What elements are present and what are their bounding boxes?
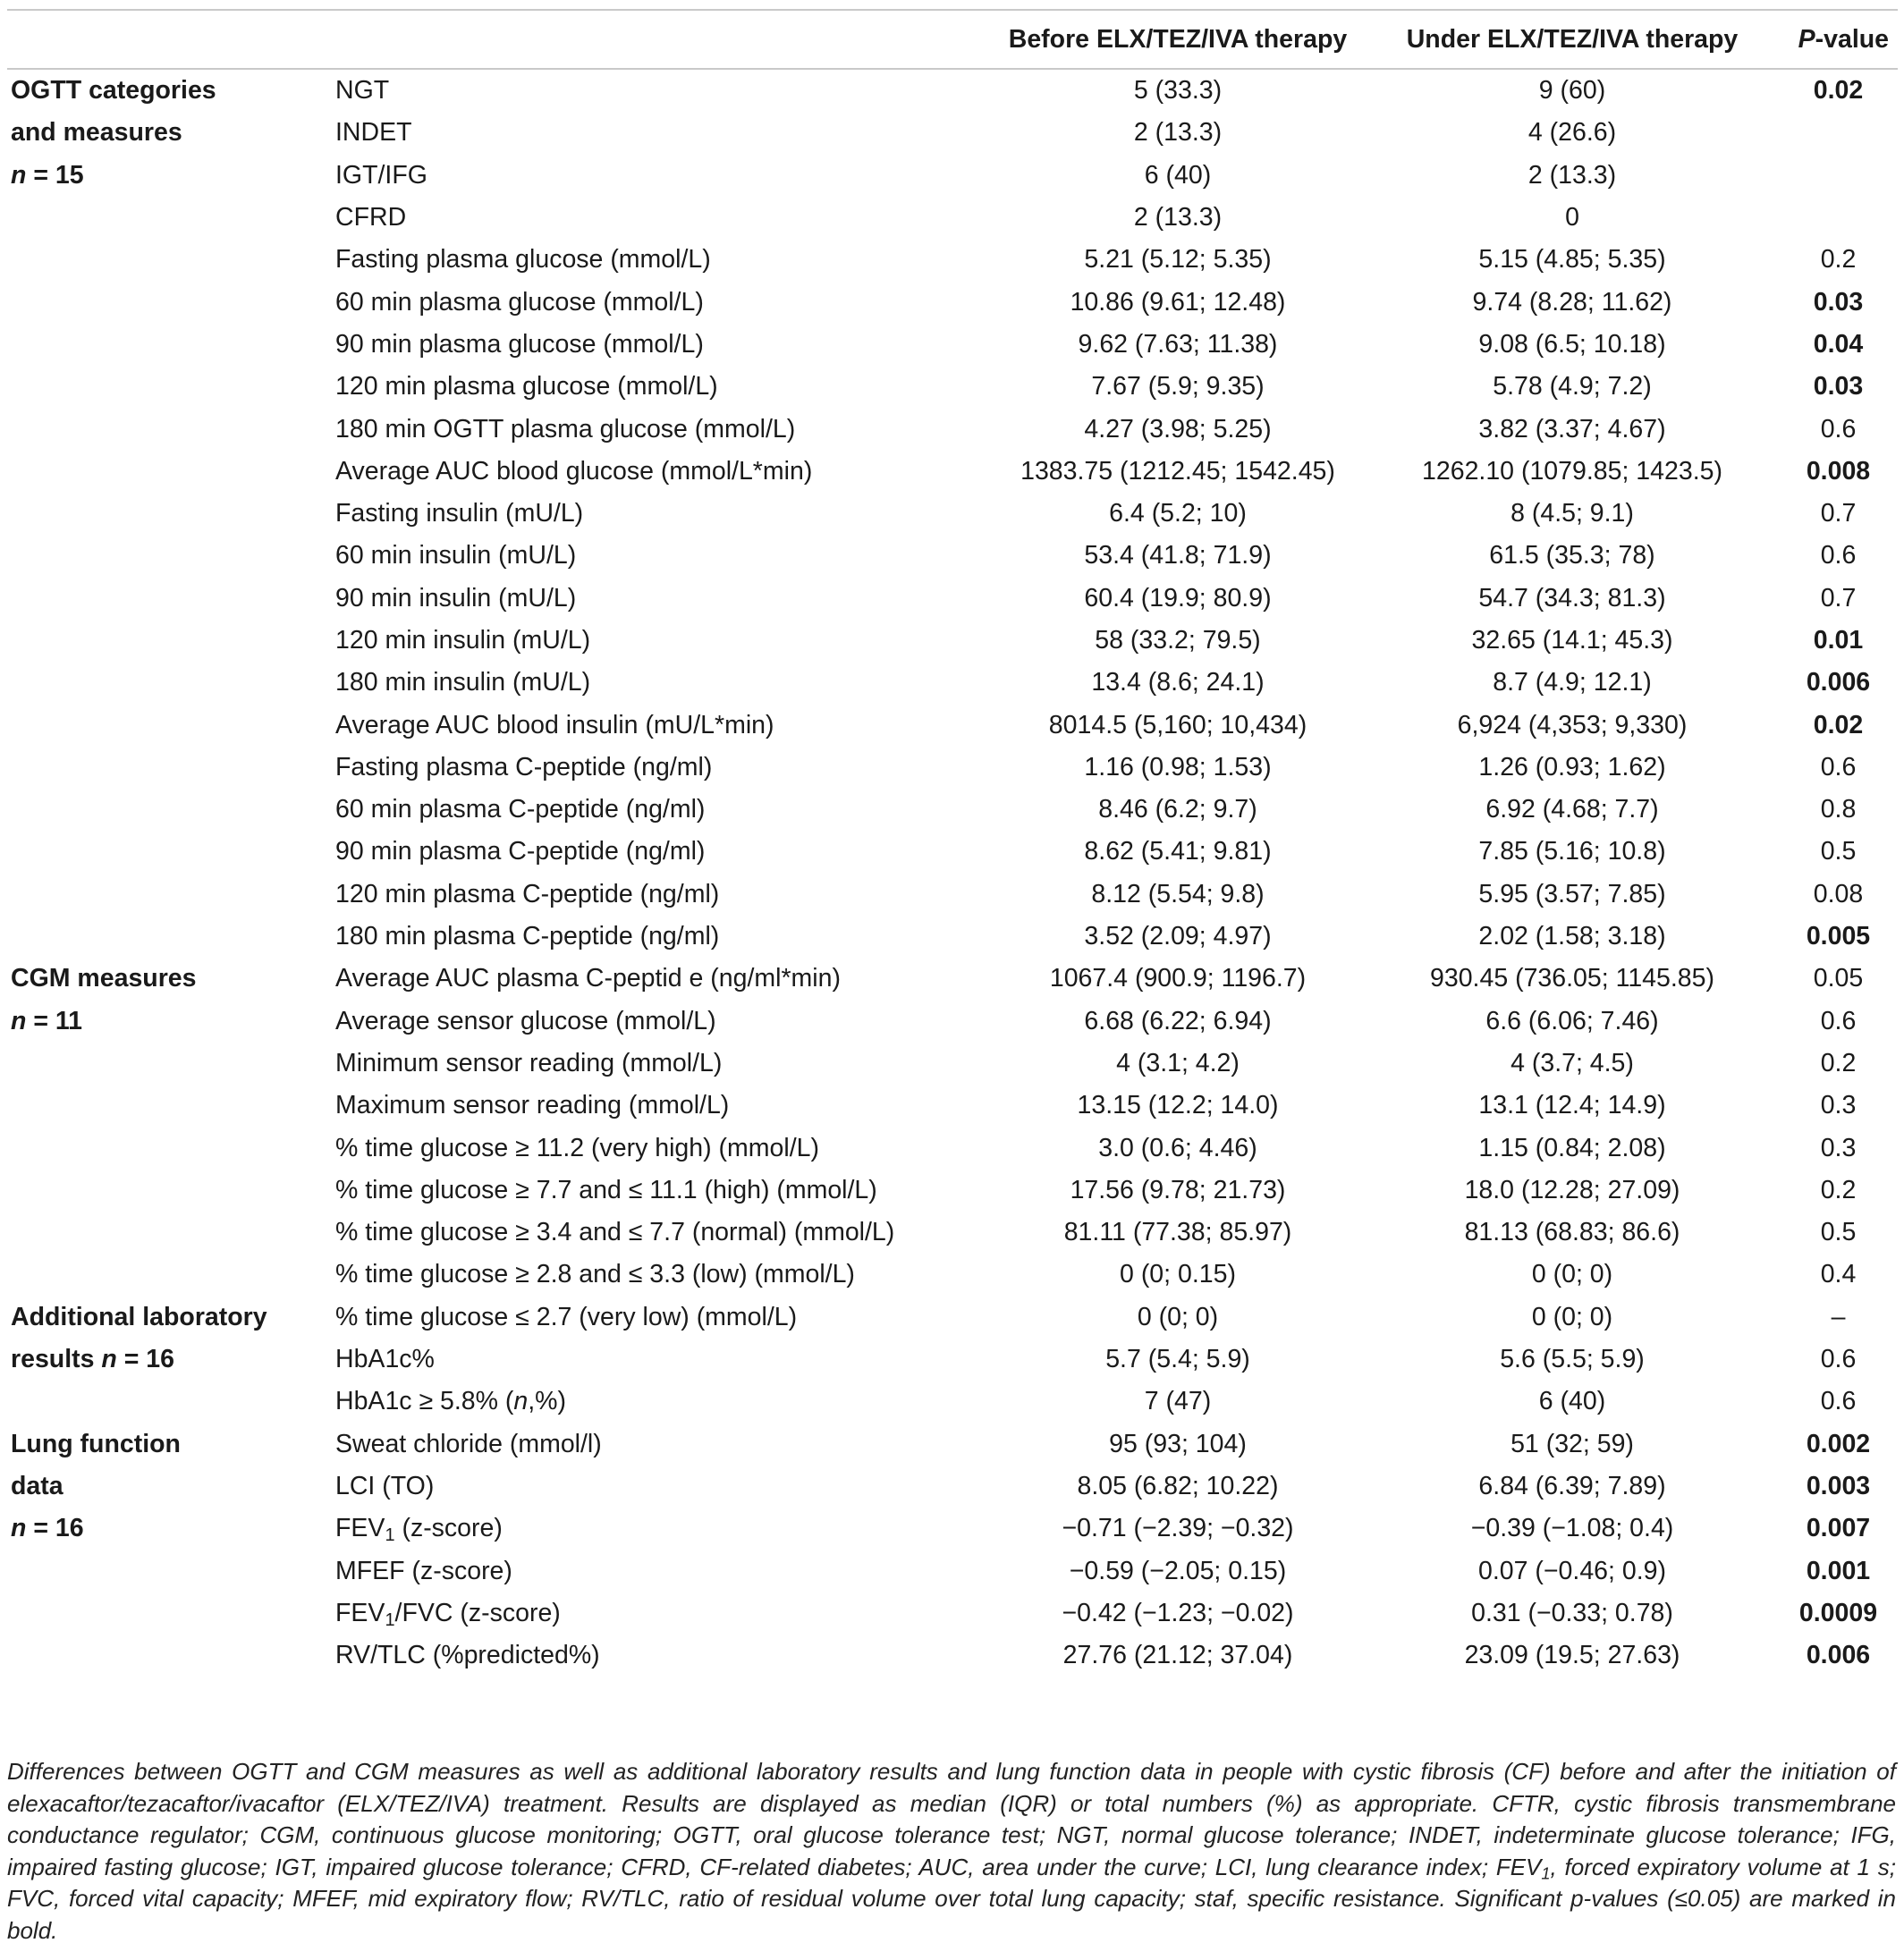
measure-cell: 120 min plasma C-peptide (ng/ml): [335, 879, 720, 908]
before-value: 7 (47): [1144, 1387, 1212, 1416]
table-row: [7, 69, 1898, 112]
under-value: 18.0 (12.28; 27.09): [1464, 1175, 1680, 1204]
under-value: 8.7 (4.9; 12.1): [1493, 668, 1652, 697]
before-value: 60.4 (19.9; 80.9): [1084, 583, 1272, 612]
p-value: –: [1831, 1302, 1846, 1331]
before-value: 6 (40): [1144, 160, 1212, 190]
p-value: 0.008: [1806, 456, 1871, 486]
before-value: 8014.5 (5,160; 10,434): [1048, 710, 1307, 739]
measure-cell: % time glucose ≥ 3.4 and ≤ 7.7 (normal) (mmol/L): [335, 1218, 895, 1247]
p-value: 0.02: [1813, 76, 1864, 106]
p-value: 0.6: [1820, 414, 1857, 444]
before-value: 17.56 (9.78; 21.73): [1070, 1175, 1286, 1204]
p-value: 0.6: [1820, 541, 1857, 570]
before-value: 7.67 (5.9; 9.35): [1091, 372, 1265, 401]
before-value: 2 (13.3): [1133, 118, 1223, 148]
measure-cell: LCI (TO): [335, 1471, 435, 1500]
before-value: 1067.4 (900.9; 1196.7): [1049, 964, 1307, 993]
under-value: 6.84 (6.39; 7.89): [1478, 1471, 1666, 1500]
p-value: 0.0009: [1798, 1598, 1878, 1627]
group-label-line: CGM measures: [11, 964, 197, 993]
p-value: 0.05: [1813, 964, 1864, 993]
before-value: 5.21 (5.12; 5.35): [1084, 245, 1272, 275]
table-body: [7, 69, 1898, 1677]
p-value: 0.03: [1813, 372, 1864, 401]
before-value: −0.59 (−2.05; 0.15): [1069, 1556, 1287, 1585]
under-value: 6 (40): [1538, 1387, 1606, 1416]
before-value: 6.68 (6.22; 6.94): [1084, 1006, 1272, 1035]
p-value: 0.7: [1820, 583, 1857, 612]
under-value: 54.7 (34.3; 81.3): [1478, 583, 1666, 612]
table-caption: Differences between OGTT and CGM measures as well as additional laboratory results and lung function data in people with cystic fibrosis (CF) before and after the initiation of elexacaftor/tezacaftor/ivacaftor (ELX/TEZ/IVA) treatment. Results are displayed as median (IQR) or total numbers (%) as appropriate. CFTR, cystic fibrosis transmembrane conductance regulator; CGM, continuous glucose monitoring; OGTT, oral glucose tolerance test; NGT, normal glucose tolerance; INDET, indeterminate glucose tolerance; IFG, impaired fasting glucose; IGT, impaired glucose tolerance; CFRD, CF-related diabetes; AUC, area under the curve; LCI, lung clearance index; $FEV_1$, forced expiratory volume at 1 s; FVC, forced vital capacity; MFEF, mid expiratory flow; RV/TLC, ratio of residual volume over total lung capacity; staf, specific resistance. Significant p-values (≤0.05) are marked in bold.: [7, 1758, 1896, 1944]
under-value: 0.07 (−0.46; 0.9): [1478, 1556, 1666, 1585]
under-value: 61.5 (35.3; 78): [1489, 541, 1655, 570]
p-value: 0.2: [1820, 1175, 1857, 1204]
measure-cell: Average AUC plasma C-peptid e (ng/ml*min): [335, 964, 841, 993]
p-value: 0.08: [1813, 879, 1864, 908]
under-value: −0.39 (−1.08; 0.4): [1470, 1514, 1674, 1543]
measure-cell: Average sensor glucose (mmol/L): [335, 1006, 716, 1035]
p-value: 0.003: [1806, 1471, 1871, 1500]
under-value: 1.15 (0.84; 2.08): [1478, 1133, 1666, 1162]
before-value: 5 (33.3): [1133, 76, 1223, 106]
group-label-line: n = 15: [11, 160, 84, 190]
p-value: 0.2: [1820, 1048, 1857, 1077]
group-label-line: results n = 16: [11, 1344, 174, 1373]
before-value: 8.62 (5.41; 9.81): [1084, 837, 1272, 866]
table-row: [7, 958, 1898, 1000]
header-before: Before ELX/TEZ/IVA therapy: [990, 10, 1366, 69]
p-value: [1779, 112, 1898, 154]
header-blank: [331, 10, 990, 69]
under-value: 6.6 (6.06; 7.46): [1485, 1006, 1659, 1035]
p-value: 0.04: [1813, 329, 1864, 359]
p-value: 0.6: [1820, 1387, 1857, 1416]
measure-cell: 60 min plasma C-peptide (ng/ml): [335, 795, 706, 824]
under-value: 8 (4.5; 9.1): [1511, 499, 1634, 528]
measure-cell: Maximum sensor reading (mmol/L): [335, 1091, 730, 1120]
p-value: 0.6: [1820, 1006, 1857, 1035]
p-value: 0.005: [1806, 922, 1871, 951]
measure-cell: 60 min insulin (mU/L): [335, 541, 577, 570]
before-value: 58 (33.2; 79.5): [1095, 626, 1261, 655]
p-value: 0.5: [1820, 837, 1857, 866]
header-blank: [7, 10, 331, 69]
group-label-line: Additional laboratory: [11, 1302, 267, 1331]
p-value: 0.03: [1813, 287, 1864, 317]
under-value: 2 (13.3): [1527, 160, 1617, 190]
before-value: 8.46 (6.2; 9.7): [1098, 795, 1257, 824]
p-value: 0.01: [1813, 626, 1864, 655]
under-value: 5.15 (4.85; 5.35): [1478, 245, 1666, 275]
results-table: [7, 9, 1898, 1677]
under-value: 6.92 (4.68; 7.7): [1485, 795, 1659, 824]
measure-cell: RV/TLC (%predicted%): [335, 1641, 600, 1670]
group-label-line: n = 16: [11, 1514, 84, 1543]
measure-cell: Average AUC blood glucose (mmol/L*min): [335, 456, 813, 486]
measure-cell: 180 min insulin (mU/L): [335, 668, 591, 697]
measure-cell: $FEV_1$/FVC (z-score): [335, 1598, 561, 1630]
p-value: 0.7: [1820, 499, 1857, 528]
measure-cell: Average AUC blood insulin (mU/L*min): [335, 710, 774, 739]
under-value: 7.85 (5.16; 10.8): [1478, 837, 1666, 866]
p-value: 0.006: [1806, 668, 1871, 697]
p-value: 0.4: [1820, 1260, 1857, 1289]
group-label-cgm: [7, 958, 331, 1296]
measure-cell: INDET: [335, 118, 412, 148]
measure-cell: 90 min insulin (mU/L): [335, 583, 577, 612]
measure-cell: Fasting insulin (mU/L): [335, 499, 584, 528]
measure-cell: % time glucose ≤ 2.7 (very low) (mmol/L): [335, 1302, 798, 1331]
measure-cell: 120 min plasma glucose (mmol/L): [335, 372, 718, 401]
under-value: 13.1 (12.4; 14.9): [1478, 1091, 1666, 1120]
under-value: 5.95 (3.57; 7.85): [1478, 879, 1666, 908]
before-value: 8.05 (6.82; 10.22): [1077, 1471, 1279, 1500]
header-pvalue: P-value: [1779, 10, 1898, 69]
p-value: 0.5: [1820, 1218, 1857, 1247]
measure-cell: HbA1c%: [335, 1345, 435, 1374]
measure-cell: $FEV_1$ (z-score): [335, 1514, 503, 1546]
under-value: 23.09 (19.5; 27.63): [1464, 1641, 1680, 1670]
under-value: 930.45 (736.05; 1145.85): [1430, 964, 1714, 993]
before-value: 8.12 (5.54; 9.8): [1091, 879, 1265, 908]
before-value: −0.71 (−2.39; −0.32): [1062, 1514, 1294, 1543]
header-row: [7, 10, 1898, 69]
before-value: 1383.75 (1212.45; 1542.45): [1020, 456, 1335, 486]
measure-cell: Minimum sensor reading (mmol/L): [335, 1048, 723, 1077]
before-value: 5.7 (5.4; 5.9): [1105, 1345, 1250, 1374]
measure-cell: % time glucose ≥ 2.8 and ≤ 3.3 (low) (mmol/L): [335, 1260, 855, 1289]
under-value: 0 (0; 0): [1531, 1260, 1613, 1289]
measure-cell: 180 min OGTT plasma glucose (mmol/L): [335, 414, 796, 444]
p-value: 0.3: [1820, 1091, 1857, 1120]
under-value: 81.13 (68.83; 86.6): [1464, 1218, 1680, 1247]
before-value: 13.4 (8.6; 24.1): [1091, 668, 1265, 697]
p-value: 0.006: [1806, 1641, 1871, 1670]
measure-cell: 90 min plasma C-peptide (ng/ml): [335, 837, 706, 866]
under-value: 5.78 (4.9; 7.2): [1493, 372, 1652, 401]
group-label-line: n = 11: [11, 1006, 83, 1035]
p-value: 0.2: [1820, 245, 1857, 275]
group-label-line: data: [11, 1471, 63, 1500]
before-value: 6.4 (5.2; 10): [1109, 499, 1247, 528]
p-value: 0.3: [1820, 1133, 1857, 1162]
before-value: 1.16 (0.98; 1.53): [1084, 752, 1272, 781]
before-value: 27.76 (21.12; 37.04): [1062, 1641, 1293, 1670]
under-value: 4 (26.6): [1527, 118, 1617, 148]
under-value: 0 (0; 0): [1531, 1302, 1613, 1331]
under-value: 1262.10 (1079.85; 1423.5): [1422, 456, 1722, 486]
measure-cell: 60 min plasma glucose (mmol/L): [335, 287, 704, 317]
before-value: 0 (0; 0): [1137, 1302, 1219, 1331]
before-value: 13.15 (12.2; 14.0): [1077, 1091, 1279, 1120]
before-value: 81.11 (77.38; 85.97): [1063, 1218, 1292, 1247]
measure-cell: 90 min plasma glucose (mmol/L): [335, 329, 704, 359]
measure-cell: % time glucose ≥ 11.2 (very high) (mmol/L): [335, 1133, 819, 1162]
group-label-line: and measures: [11, 118, 182, 148]
group-label-ogtt: [7, 69, 331, 958]
before-value: 3.52 (2.09; 4.97): [1084, 922, 1272, 951]
p-value: [1779, 155, 1898, 197]
measure-cell: IGT/IFG: [335, 160, 427, 190]
under-value: 1.26 (0.93; 1.62): [1478, 752, 1666, 781]
group-label-lab: [7, 1297, 331, 1424]
measure-cell: Fasting plasma glucose (mmol/L): [335, 245, 711, 275]
measure-cell: CFRD: [335, 203, 407, 232]
p-value: 0.002: [1806, 1429, 1871, 1458]
measure-cell: Fasting plasma C-peptide (ng/ml): [335, 752, 713, 781]
before-value: 10.86 (9.61; 12.48): [1070, 287, 1286, 317]
group-label-line: Lung function: [11, 1429, 181, 1458]
before-value: 4.27 (3.98; 5.25): [1084, 414, 1272, 444]
under-value: 0: [1565, 203, 1579, 232]
under-value: 5.6 (5.5; 5.9): [1500, 1345, 1645, 1374]
table-row: [7, 1297, 1898, 1339]
under-value: 3.82 (3.37; 4.67): [1478, 414, 1666, 444]
group-label-lung: [7, 1424, 331, 1677]
p-value: 0.6: [1820, 752, 1857, 781]
before-value: 95 (93; 104): [1109, 1429, 1247, 1458]
under-value: 9.74 (8.28; 11.62): [1472, 287, 1672, 317]
before-value: 3.0 (0.6; 4.46): [1098, 1133, 1257, 1162]
before-value: 9.62 (7.63; 11.38): [1078, 329, 1278, 359]
group-label-line: OGTT categories: [11, 76, 216, 105]
under-value: 4 (3.7; 4.5): [1511, 1048, 1634, 1077]
measure-cell: NGT: [335, 76, 390, 106]
before-value: 53.4 (41.8; 71.9): [1084, 541, 1272, 570]
under-value: 32.65 (14.1; 45.3): [1471, 626, 1673, 655]
measure-cell: 120 min insulin (mU/L): [335, 626, 591, 655]
p-value: 0.8: [1820, 795, 1857, 824]
measure-cell: MFEF (z-score): [335, 1556, 512, 1585]
under-value: 0.31 (−0.33; 0.78): [1471, 1598, 1673, 1627]
under-value: 51 (32; 59): [1511, 1429, 1634, 1458]
under-value: 6,924 (4,353; 9,330): [1457, 710, 1688, 739]
measure-cell: HbA1c ≥ 5.8% (n,%): [335, 1387, 566, 1416]
under-value: 2.02 (1.58; 3.18): [1478, 922, 1666, 951]
measure-cell: % time glucose ≥ 7.7 and ≤ 11.1 (high) (mmol/L): [335, 1175, 877, 1204]
p-value: 0.02: [1813, 710, 1864, 739]
p-value: 0.6: [1820, 1345, 1857, 1374]
table-row: [7, 1424, 1898, 1466]
under-value: 9.08 (6.5; 10.18): [1478, 329, 1666, 359]
measure-cell: 180 min plasma C-peptide (ng/ml): [335, 922, 720, 951]
before-value: 2 (13.3): [1133, 203, 1223, 232]
before-value: 4 (3.1; 4.2): [1116, 1048, 1240, 1077]
before-value: 0 (0; 0.15): [1120, 1260, 1236, 1289]
p-value: 0.007: [1806, 1514, 1871, 1543]
under-value: 9 (60): [1538, 76, 1606, 106]
before-value: −0.42 (−1.23; −0.02): [1062, 1598, 1294, 1627]
p-value: [1779, 197, 1898, 239]
measure-cell: Sweat chloride (mmol/l): [335, 1429, 602, 1458]
p-value: 0.001: [1806, 1556, 1871, 1585]
header-under: Under ELX/TEZ/IVA therapy: [1366, 10, 1779, 69]
